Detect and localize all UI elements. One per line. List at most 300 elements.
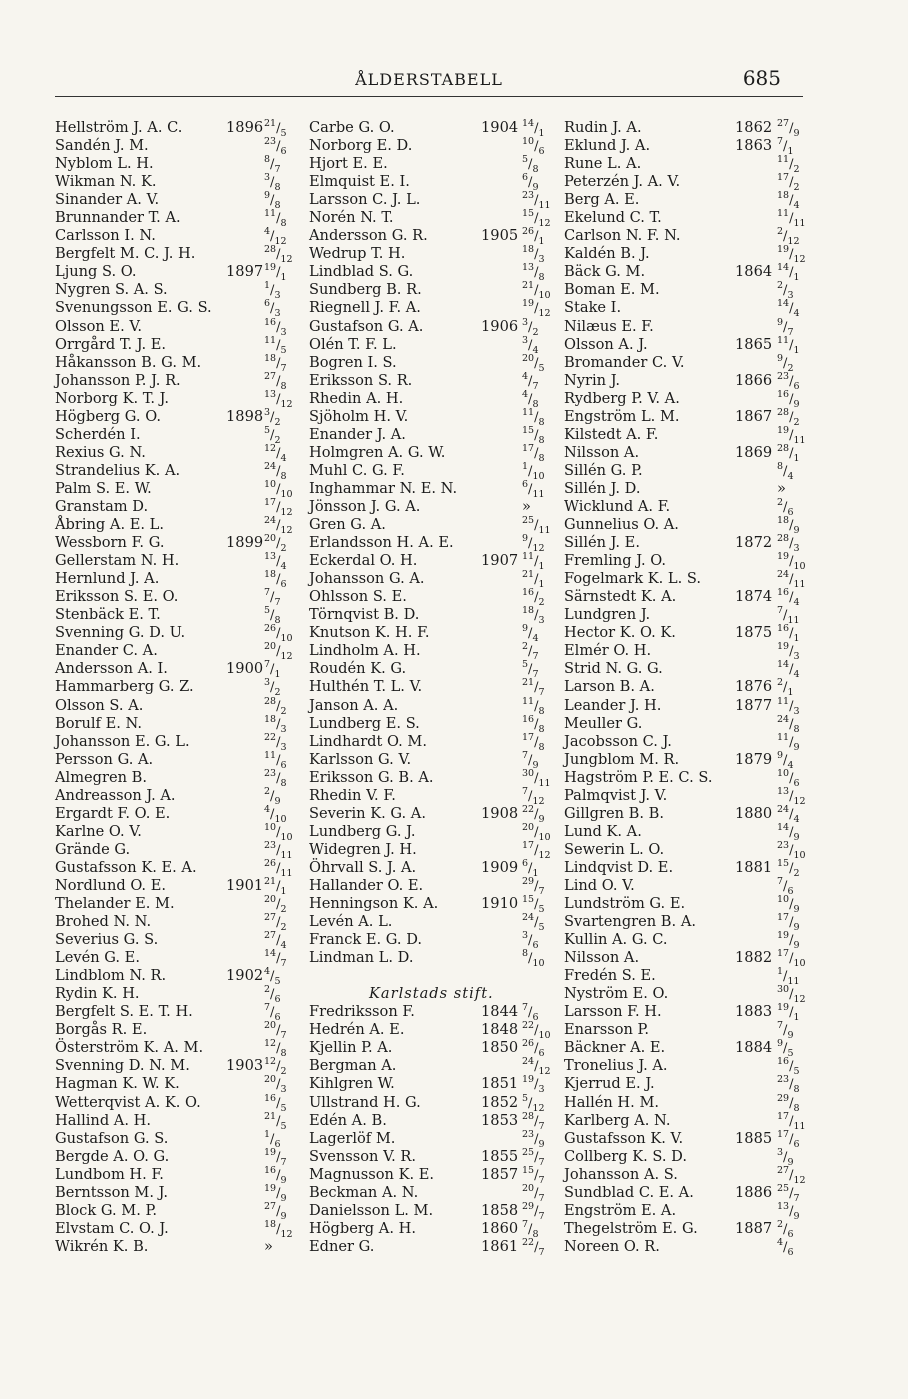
table-row: [564, 372, 830, 390]
birth-year: 1858: [481, 1201, 519, 1219]
table-row: [55, 172, 300, 194]
person-name: Wessborn F. G.: [55, 534, 165, 552]
person-name: Gren G. A.: [309, 516, 386, 534]
birth-date: $^4/_7$: [522, 370, 539, 392]
birth-date: $^{14}/_4$: [777, 298, 800, 320]
birth-date: »: [522, 497, 531, 515]
person-name: Rexius G. N.: [55, 443, 146, 461]
table-row: [55, 480, 300, 498]
table-row: [55, 372, 300, 390]
birth-date: $^{20}/_2$: [264, 894, 287, 915]
birth-date: $^6/_9$: [522, 172, 539, 194]
person-name: Enander C. A.: [55, 642, 158, 660]
table-row: [564, 1094, 830, 1112]
person-name: Almegren B.: [55, 768, 148, 786]
table-row: [55, 659, 300, 681]
birth-year: 1901: [226, 876, 264, 894]
table-row: [55, 1148, 300, 1166]
table-row: [564, 948, 830, 970]
birth-date: $^{20}/_7$: [264, 1020, 287, 1042]
person-name: Wedrup T. H.: [309, 245, 406, 263]
person-name: Gustafsson K. E. A.: [55, 858, 197, 876]
person-name: Åbring A. E. L.: [55, 516, 164, 534]
birth-date: $^7/_7$: [264, 587, 281, 609]
birth-date: $^{22}/_9$: [522, 803, 545, 825]
person-name: Hagström P. E. C. S.: [564, 768, 713, 786]
person-name: Riegnell J. F. A.: [309, 299, 421, 317]
birth-year: 1852: [481, 1093, 519, 1111]
person-name: Larson B. A.: [564, 678, 655, 696]
birth-date: $^{12}/_8$: [264, 1038, 287, 1060]
person-name: Bergde A. O. G.: [55, 1147, 170, 1165]
person-name: Karlne O. V.: [55, 822, 142, 840]
table-row: [309, 948, 564, 970]
table-row: [309, 605, 564, 627]
birth-year: 1886: [735, 1183, 773, 1201]
table-row: [564, 895, 830, 913]
person-name: Bergman A.: [309, 1057, 397, 1075]
person-name: Nilæus E. F.: [564, 317, 654, 335]
person-name: Jacobsson C. J.: [564, 732, 672, 750]
table-row: [309, 1038, 564, 1060]
birth-date: $^{13}/_9$: [777, 1200, 800, 1222]
birth-year: 1885: [735, 1129, 773, 1147]
birth-date: $^7/_6$: [264, 1002, 281, 1024]
person-name: Bäck G. M.: [564, 263, 646, 281]
birth-year: 1897: [226, 263, 264, 281]
person-name: Thegelström E. G.: [564, 1219, 698, 1237]
person-name: Fogelmark K. L. S.: [564, 570, 702, 588]
table-row: [55, 895, 300, 913]
table-row: [55, 1130, 300, 1148]
table-row: [564, 408, 830, 426]
table-row: [309, 697, 564, 715]
birth-year: 1866: [735, 371, 773, 389]
person-name: Sandén J. M.: [55, 137, 149, 155]
table-row: [309, 805, 564, 823]
table-row: [564, 715, 830, 733]
table-row: [309, 226, 564, 248]
birth-date: $^{11}/_1$: [522, 551, 545, 573]
person-name: Borulf E. N.: [55, 714, 142, 732]
birth-year: 1879: [735, 750, 773, 768]
person-name: Törnqvist B. D.: [309, 606, 420, 624]
person-name: Kilstedt A. F.: [564, 425, 659, 443]
table-row: [564, 1038, 830, 1060]
person-name: Eklund J. A.: [564, 137, 651, 155]
table-row: [309, 408, 564, 426]
birth-date: $^{23}/_9$: [522, 1128, 545, 1150]
birth-date: $^{18}/_6$: [264, 569, 287, 591]
birth-date: $^2/_3$: [777, 280, 794, 302]
person-name: Lagerlöf M.: [309, 1129, 396, 1147]
person-name: Danielsson L. M.: [309, 1201, 434, 1219]
table-row: [55, 787, 300, 805]
birth-date: $^3/_2$: [522, 316, 539, 338]
person-name: Sjöholm H. V.: [309, 407, 409, 425]
birth-date: $^{11}/_5$: [264, 334, 287, 356]
birth-date: $^{23}/_6$: [264, 136, 287, 157]
birth-date: $^{25}/_7$: [777, 1182, 800, 1204]
birth-date: $^{21}/_1$: [522, 569, 545, 591]
birth-year: 1900: [226, 660, 264, 678]
birth-date: $^{10}/_6$: [522, 136, 545, 157]
birth-date: $^7/_{11}$: [777, 605, 800, 627]
table-row: [564, 1238, 830, 1256]
table-row: [55, 641, 300, 663]
birth-date: $^{27}/_{12}$: [777, 1164, 806, 1186]
table-row: [309, 426, 564, 444]
person-name: Hector K. O. K.: [564, 624, 676, 642]
table-row: [55, 769, 300, 787]
birth-date: $^{27}/_8$: [264, 370, 287, 392]
birth-date: $^{17}/_{11}$: [777, 1110, 806, 1132]
person-name: Edner G.: [309, 1237, 375, 1255]
table-row: [55, 966, 300, 988]
table-row: [309, 1130, 564, 1148]
table-row: [309, 859, 564, 877]
table-row: [55, 623, 300, 645]
person-name: Norborg E. D.: [309, 137, 413, 155]
person-name: Erlandsson H. A. E.: [309, 534, 454, 552]
person-name: Bromander C. V.: [564, 353, 685, 371]
person-name: Bergfelt M. C. J. H.: [55, 245, 196, 263]
person-name: Henningson K. A.: [309, 895, 439, 913]
person-name: Sundblad C. E. A.: [564, 1183, 694, 1201]
birth-date: $^{17}/_{10}$: [777, 948, 806, 970]
birth-date: $^{19}/_{11}$: [777, 424, 806, 446]
table-row: [309, 498, 564, 516]
table-row: [309, 1202, 564, 1220]
birth-date: $^{19}/_3$: [777, 641, 800, 663]
table-row: [55, 1094, 300, 1112]
birth-year: 1850: [481, 1039, 519, 1057]
person-name: Gellerstam N. H.: [55, 552, 180, 570]
table-row: [55, 677, 300, 699]
table-column-2: [309, 119, 564, 1256]
person-name: Öhrvall S. J. A.: [309, 858, 417, 876]
table-row: [55, 823, 300, 841]
birth-date: $^{11}/_2$: [777, 154, 800, 175]
table-row: [564, 462, 830, 480]
birth-date: $^{28}/_3$: [777, 533, 800, 554]
birth-date: $^{11}/_{11}$: [777, 208, 806, 230]
birth-year: 1902: [226, 967, 264, 985]
person-name: Hjort E. E.: [309, 155, 388, 173]
table-row: [564, 769, 830, 787]
person-name: Engström E. A.: [564, 1201, 677, 1219]
page-title: ÅLDERSTABELL: [355, 70, 503, 89]
birth-year: 1877: [735, 696, 773, 714]
table-row: [55, 190, 300, 212]
person-name: Nyblom L. H.: [55, 155, 154, 173]
birth-date: $^3/_2$: [264, 406, 281, 428]
birth-date: $^8/_4$: [777, 461, 794, 482]
birth-date: $^{16}/_4$: [777, 587, 800, 609]
person-name: Gunnelius O. A.: [564, 516, 679, 534]
birth-year: 1863: [735, 137, 773, 155]
birth-year: 1907: [481, 552, 519, 570]
table-row: [309, 172, 564, 194]
person-name: Fremling J. O.: [564, 552, 667, 570]
person-name: Tronelius J. A.: [564, 1057, 668, 1075]
birth-date: $^{16}/_2$: [522, 587, 545, 609]
table-row: [564, 137, 830, 155]
birth-date: $^{17}/_8$: [522, 731, 545, 753]
birth-date: $^6/_1$: [522, 858, 539, 879]
birth-date: $^{20}/_{10}$: [522, 821, 551, 843]
table-row: [55, 318, 300, 336]
birth-date: $^4/_6$: [777, 1237, 794, 1258]
table-row: [309, 516, 564, 534]
person-name: Olén T. F. L.: [309, 335, 397, 353]
person-name: Roudén K. G.: [309, 660, 407, 678]
person-name: Ljung S. O.: [55, 263, 137, 281]
birth-date: $^{24}/_8$: [777, 713, 800, 735]
person-name: Gillgren B. B.: [564, 804, 665, 822]
table-row: [309, 372, 564, 390]
person-name: Severius G. S.: [55, 931, 159, 949]
birth-date: $^{15}/_7$: [522, 1164, 545, 1186]
person-name: Wetterqvist A. K. O.: [55, 1093, 201, 1111]
birth-date: $^{24}/_{12}$: [522, 1056, 551, 1078]
table-row: [55, 551, 300, 573]
birth-date: $^{18}/_7$: [264, 352, 287, 374]
person-name: Enander J. A.: [309, 425, 406, 443]
birth-year: 1899: [226, 534, 264, 552]
table-row: [55, 1038, 300, 1060]
table-row: [564, 444, 830, 462]
birth-date: »: [264, 1237, 273, 1255]
table-row: [564, 984, 830, 1006]
birth-date: $^{26}/_1$: [522, 226, 545, 248]
birth-date: $^{20}/_5$: [522, 352, 545, 374]
table-row: [564, 859, 830, 877]
birth-date: $^{18}/_{12}$: [264, 1219, 293, 1240]
birth-date: $^1/_6$: [264, 1128, 281, 1150]
birth-date: $^{22}/_7$: [522, 1237, 545, 1258]
person-name: Nordlund O. E.: [55, 876, 166, 894]
table-row: [564, 336, 830, 354]
birth-date: $^{16}/_8$: [522, 713, 545, 735]
birth-date: $^{24}/_4$: [777, 803, 800, 825]
person-name: Svenning D. N. M.: [55, 1057, 190, 1075]
table-row: [309, 318, 564, 336]
birth-date: $^2/_7$: [522, 641, 539, 663]
table-row: [309, 298, 564, 320]
birth-date: $^{23}/_{11}$: [522, 190, 551, 212]
table-row: [55, 859, 300, 877]
birth-date: $^8/_7$: [264, 154, 281, 175]
birth-date: $^{23}/_8$: [777, 1074, 800, 1096]
table-row: [564, 623, 830, 645]
birth-date: $^{28}/_1$: [777, 442, 800, 464]
table-row: [309, 1220, 564, 1238]
table-row: [564, 1112, 830, 1130]
person-name: Andreasson J. A.: [55, 786, 176, 804]
birth-date: $^3/_2$: [264, 677, 281, 699]
person-name: Stenbäck E. T.: [55, 606, 161, 624]
table-row: [564, 318, 830, 336]
person-name: Svenning G. D. U.: [55, 624, 186, 642]
table-row: [309, 480, 564, 498]
birth-date: $^{16}/_1$: [777, 623, 800, 645]
table-row: [309, 444, 564, 462]
table-row: [309, 190, 564, 212]
birth-date: $^{20}/_2$: [264, 533, 287, 554]
person-name: Lundbom H. F.: [55, 1165, 164, 1183]
birth-date: $^{28}/_7$: [522, 1110, 545, 1132]
person-name: Kjellin P. A.: [309, 1039, 393, 1057]
person-name: Nyrin J.: [564, 371, 621, 389]
birth-year: 1906: [481, 317, 519, 335]
table-row: [309, 244, 564, 266]
table-row: [564, 1020, 830, 1042]
person-name: Johansson P. J. R.: [55, 371, 181, 389]
person-name: Hernlund J. A.: [55, 570, 160, 588]
person-name: Hagman K. W. K.: [55, 1075, 180, 1093]
person-name: Carlsson I. N.: [55, 227, 156, 245]
table-row: [55, 137, 300, 155]
table-row: [309, 569, 564, 591]
table-row: [55, 1074, 300, 1096]
table-row: [55, 1002, 300, 1024]
table-row: [564, 751, 830, 769]
birth-year: 1884: [735, 1039, 773, 1057]
birth-date: $^{13}/_8$: [522, 262, 545, 284]
table-row: [564, 226, 830, 248]
person-name: Karlberg A. N.: [564, 1111, 671, 1129]
birth-date: $^{19}/_9$: [777, 930, 800, 952]
birth-date: $^{25}/_{11}$: [522, 515, 551, 536]
person-name: Kjerrud E. J.: [564, 1075, 655, 1093]
person-name: Norén N. T.: [309, 209, 394, 227]
table-row: [564, 1202, 830, 1220]
person-name: Brunnander T. A.: [55, 209, 181, 227]
birth-date: $^{19}/_{12}$: [777, 244, 806, 266]
birth-date: $^{27}/_2$: [264, 912, 287, 933]
birth-date: $^{22}/_{10}$: [522, 1020, 551, 1042]
table-row: [55, 408, 300, 426]
person-name: Jungblom M. R.: [564, 750, 680, 768]
table-row: [564, 1056, 830, 1078]
table-row: [309, 641, 564, 663]
table-row: [309, 913, 564, 931]
person-name: Rudin J. A.: [564, 119, 642, 136]
birth-date: $^{27}/_4$: [264, 930, 287, 952]
table-row: [564, 119, 830, 137]
birth-date: $^{19}/_9$: [264, 1182, 287, 1204]
birth-year: 1862: [735, 119, 773, 136]
table-row: [55, 208, 300, 230]
table-row: [55, 426, 300, 444]
person-name: Olsson S. A.: [55, 696, 144, 714]
birth-date: $^{11}/_6$: [264, 749, 287, 771]
table-row: [564, 298, 830, 320]
birth-date: $^2/_6$: [777, 497, 794, 518]
birth-year: 1875: [735, 624, 773, 642]
person-name: Gustafson G. A.: [309, 317, 424, 335]
person-name: Kaldén B. J.: [564, 245, 650, 263]
table-row: [309, 551, 564, 573]
person-name: Lindblom N. R.: [55, 967, 167, 985]
birth-date: $^{21}/_5$: [264, 1110, 287, 1132]
person-name: Elvstam C. O. J.: [55, 1219, 169, 1237]
person-name: Sinander A. V.: [55, 191, 160, 209]
person-name: Svensson V. R.: [309, 1147, 416, 1165]
birth-date: $^{11}/_3$: [777, 695, 800, 717]
birth-date: $^9/_5$: [777, 1038, 794, 1060]
table-row: [55, 534, 300, 552]
birth-date: $^{25}/_7$: [522, 1146, 545, 1168]
birth-year: 1903: [226, 1057, 264, 1075]
table-row: [309, 462, 564, 480]
birth-date: $^{16}/_3$: [264, 316, 287, 338]
person-name: Högberg G. O.: [55, 407, 161, 425]
table-row: [309, 733, 564, 751]
person-name: Carlson N. F. N.: [564, 227, 681, 245]
person-name: Sillén J. E.: [564, 534, 640, 552]
person-name: Persson G. A.: [55, 750, 154, 768]
birth-year: 1865: [735, 335, 773, 353]
table-row: [55, 498, 300, 516]
birth-date: $^{24}/_{12}$: [264, 515, 293, 536]
birth-year: 1853: [481, 1111, 519, 1129]
table-row: [55, 390, 300, 408]
person-name: Ekelund C. T.: [564, 209, 662, 227]
page-number: 685: [742, 66, 781, 90]
birth-date: $^8/_{10}$: [522, 948, 545, 970]
table-row: [55, 841, 300, 859]
birth-date: $^1/_{11}$: [777, 966, 800, 988]
person-name: Brohed N. N.: [55, 913, 152, 931]
birth-date: $^{14}/_1$: [777, 262, 800, 284]
table-row: [55, 1238, 300, 1256]
person-name: Magnusson K. E.: [309, 1165, 435, 1183]
birth-year: 1848: [481, 1021, 519, 1039]
table-row: [309, 336, 564, 354]
person-name: Collberg K. S. D.: [564, 1147, 687, 1165]
birth-date: $^7/_6$: [777, 876, 794, 897]
birth-date: $^{21}/_1$: [264, 876, 287, 897]
person-name: Eckerdal O. H.: [309, 552, 418, 570]
person-name: Sillén G. P.: [564, 461, 643, 479]
birth-date: $^{11}/_1$: [777, 334, 800, 356]
person-name: Strid N. G. G.: [564, 660, 663, 678]
table-row: [564, 641, 830, 663]
birth-date: $^{18}/_3$: [522, 605, 545, 627]
table-row: [564, 534, 830, 552]
person-name: Lindblad S. G.: [309, 263, 414, 281]
person-name: Block G. M. P.: [55, 1201, 157, 1219]
birth-date: $^7/_{12}$: [522, 785, 545, 807]
table-row: [564, 551, 830, 573]
table-row: [564, 823, 830, 841]
table-row: [309, 787, 564, 805]
table-row: [55, 336, 300, 354]
table-row: [309, 119, 564, 137]
person-name: Svenungsson E. G. S.: [55, 299, 212, 317]
person-name: Eriksson S. R.: [309, 371, 413, 389]
birth-year: 1874: [735, 588, 773, 606]
table-row: [55, 913, 300, 931]
birth-year: 1864: [735, 263, 773, 281]
person-name: Rhedin A. H.: [309, 389, 404, 407]
person-name: Lundberg G. J.: [309, 822, 416, 840]
table-row: [564, 208, 830, 230]
person-name: Enarsson P.: [564, 1021, 650, 1039]
person-name: Leander J. H.: [564, 696, 662, 714]
